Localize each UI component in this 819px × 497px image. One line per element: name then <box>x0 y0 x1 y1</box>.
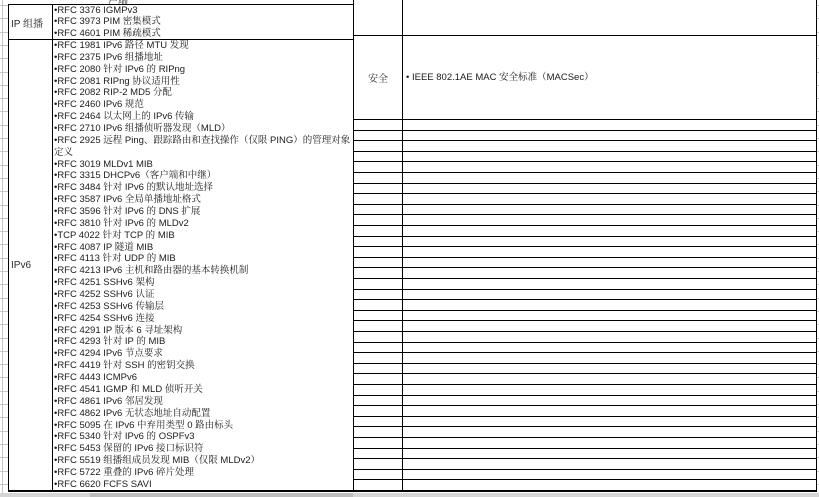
list-item: •RFC 5095 在 IPv6 中弃用类型 0 路由标头 <box>54 419 234 431</box>
list-item: •RFC 4443 ICMPv6 <box>54 372 138 384</box>
row-gridline-tick <box>0 5 8 6</box>
empty-row-divider <box>353 236 817 237</box>
empty-row-divider <box>353 416 817 417</box>
list-item: •RFC 3376 IGMPv3 <box>54 5 138 16</box>
list-item: •RFC 3484 针对 IPv6 的默认地址选择 <box>54 182 214 194</box>
row-gridline-tick <box>0 231 8 232</box>
list-item: •RFC 2082 RIP-2 MD5 分配 <box>54 87 172 99</box>
empty-row-divider <box>353 437 817 438</box>
empty-row-divider <box>353 225 817 226</box>
row-gridline-tick <box>0 165 8 166</box>
category-cell-security[interactable] <box>354 36 402 119</box>
empty-row-divider <box>353 161 817 162</box>
list-item: •RFC 2464 以太网上的 IPv6 传输 <box>54 111 195 123</box>
list-item: •RFC 4253 SSHv6 传输层 <box>54 300 164 312</box>
empty-row-divider <box>353 140 817 141</box>
category-label: 安全 <box>368 74 388 85</box>
list-item: •RFC 4862 IPv6 无状态地址自动配置 <box>54 407 211 419</box>
security-row-border-bottom <box>353 119 817 120</box>
row-gridline-tick <box>0 457 8 458</box>
row-gridline-tick <box>0 218 8 219</box>
row-gridline-tick <box>0 58 8 59</box>
row-gridline-tick <box>0 205 8 206</box>
empty-row-divider <box>353 395 817 396</box>
list-item: •RFC 5722 重叠的 IPv6 碎片处理 <box>54 466 195 478</box>
list-item: •RFC 2375 IPv6 组播地址 <box>54 51 163 63</box>
empty-row-divider <box>353 130 817 131</box>
list-item: •RFC 3019 MLDv1 MIB <box>54 158 153 170</box>
list-item: •RFC 5453 保留的 IPv6 接口标识符 <box>54 443 204 455</box>
empty-row-divider <box>353 299 817 300</box>
row-gridline-tick <box>0 444 8 445</box>
list-item: •RFC 1981 IPv6 路径 MTU 发现 <box>54 40 189 51</box>
list-item: •RFC 4419 针对 SSH 的密钥交换 <box>54 360 195 372</box>
row-gridline-tick <box>0 138 8 139</box>
empty-row-divider <box>353 458 817 459</box>
bottom-scroll-strip-dark <box>90 493 353 497</box>
rfc-list-ip-multicast[interactable] <box>54 5 352 39</box>
empty-row-divider <box>353 426 817 427</box>
list-item: •RFC 2081 RIPng 协议适用性 <box>54 75 180 87</box>
list-item: • IEEE 802.1AE MAC 安全标准（MACSec） <box>406 71 594 83</box>
empty-row-divider <box>353 267 817 268</box>
row-gridline-tick <box>0 151 8 152</box>
empty-row-divider <box>353 193 817 194</box>
row-gridline-tick <box>0 18 8 19</box>
empty-row-divider <box>353 204 817 205</box>
list-item: •RFC 3587 IPv6 全局单播地址格式 <box>54 194 201 206</box>
empty-row-divider <box>353 310 817 311</box>
list-item: •RFC 3810 针对 IPv6 的 MLDv2 <box>54 217 189 229</box>
row-gridline-tick <box>0 111 8 112</box>
empty-row-divider <box>353 257 817 258</box>
list-item: •RFC 4251 SSHv6 架构 <box>54 277 155 289</box>
row-gridline-tick <box>0 298 8 299</box>
row-gridline-tick <box>0 377 8 378</box>
row-gridline-tick <box>0 125 8 126</box>
list-item: •RFC 4541 IGMP 和 MLD 侦听开关 <box>54 383 203 395</box>
row-gridline-tick <box>0 284 8 285</box>
list-item: •RFC 5340 针对 IPv6 的 OSPFv3 <box>54 431 195 443</box>
list-item: •RFC 4252 SSHv6 认证 <box>54 289 155 301</box>
row-gridline-tick <box>0 178 8 179</box>
row-gridline-tick <box>0 45 8 46</box>
empty-row-divider <box>353 342 817 343</box>
clipped-row-text <box>108 0 152 3</box>
empty-row-divider <box>353 214 817 215</box>
empty-row-divider <box>353 373 817 374</box>
empty-row-divider <box>353 363 817 364</box>
list-item: •RFC 2460 IPv6 规范 <box>54 99 144 111</box>
empty-row-divider <box>353 469 817 470</box>
gridline-left-sliver <box>2 0 3 493</box>
row-gridline-tick <box>0 98 8 99</box>
row-gridline-tick <box>0 364 8 365</box>
list-item: •RFC 4113 针对 UDP 的 MIB <box>54 253 176 265</box>
row-gridline-tick <box>0 338 8 339</box>
empty-row-divider <box>353 172 817 173</box>
list-item: •RFC 4213 IPv6 主机和路由器的基本转换机制 <box>54 265 249 277</box>
list-item: •RFC 2925 远程 Ping、跟踪路由和查找操作（仅限 PING）的管理对象定义 <box>54 134 351 158</box>
list-item: •RFC 4294 IPv6 节点要求 <box>54 348 163 360</box>
empty-row-divider <box>353 246 817 247</box>
row-gridline-tick <box>0 324 8 325</box>
empty-row-divider <box>353 479 817 480</box>
category-label: IP 组播 <box>11 18 44 30</box>
list-item: •RFC 2080 针对 IPv6 的 RIPng <box>54 63 186 75</box>
empty-row-divider <box>353 405 817 406</box>
row-gridline-tick <box>0 471 8 472</box>
empty-row-divider <box>353 289 817 290</box>
row-gridline-tick <box>0 271 8 272</box>
list-item: •RFC 4291 IP 版本 6 寻址架构 <box>54 324 183 336</box>
empty-row-divider <box>353 151 817 152</box>
row-gridline-tick <box>0 431 8 432</box>
left-table-column-divider <box>52 4 53 491</box>
rfc-list-ipv6[interactable] <box>54 40 353 490</box>
list-item: •RFC 4087 IP 隧道 MIB <box>54 241 154 253</box>
row-gridline-tick <box>0 191 8 192</box>
empty-row-divider <box>353 352 817 353</box>
row-gridline-tick <box>0 258 8 259</box>
row-gridline-tick <box>0 244 8 245</box>
security-standards-cell[interactable] <box>403 36 816 119</box>
category-label: IPv6 <box>11 259 32 271</box>
row-gridline-tick <box>0 72 8 73</box>
category-cell-ipv6[interactable] <box>9 40 51 490</box>
list-item: •RFC 6620 FCFS SAVI <box>54 478 152 490</box>
list-item: •RFC 3315 DHCPv6（客户端和中继） <box>54 170 217 182</box>
list-item: •RFC 4293 针对 IP 的 MIB <box>54 336 166 348</box>
category-cell-ip-multicast[interactable] <box>9 5 51 39</box>
row-gridline-tick <box>0 391 8 392</box>
row-gridline-tick <box>0 417 8 418</box>
empty-row-divider <box>353 183 817 184</box>
empty-row-divider <box>353 448 817 449</box>
list-item: •RFC 4601 PIM 稀疏模式 <box>54 27 161 39</box>
empty-row-divider <box>353 320 817 321</box>
empty-row-divider <box>353 384 817 385</box>
list-item: •RFC 3973 PIM 密集模式 <box>54 16 161 28</box>
row-gridline-tick <box>0 351 8 352</box>
list-item: •RFC 5519 组播组成员发现 MIB（仅限 MLDv2） <box>54 455 261 467</box>
list-item: •TCP 4022 针对 TCP 的 MIB <box>54 229 175 241</box>
row-gridline-tick <box>0 32 8 33</box>
row-gridline-tick <box>0 311 8 312</box>
list-item: •RFC 3596 针对 IPv6 的 DNS 扩展 <box>54 206 201 218</box>
row-gridline-tick <box>0 484 8 485</box>
row-gridline-tick <box>0 404 8 405</box>
empty-row-divider <box>353 331 817 332</box>
list-item: •RFC 4254 SSHv6 连接 <box>54 312 155 324</box>
empty-row-divider <box>353 278 817 279</box>
list-item: •RFC 2710 IPv6 组播侦听器发现（MLD） <box>54 123 231 135</box>
row-gridline-tick <box>0 85 8 86</box>
list-item: •RFC 4861 IPv6 邻居发现 <box>54 395 163 407</box>
